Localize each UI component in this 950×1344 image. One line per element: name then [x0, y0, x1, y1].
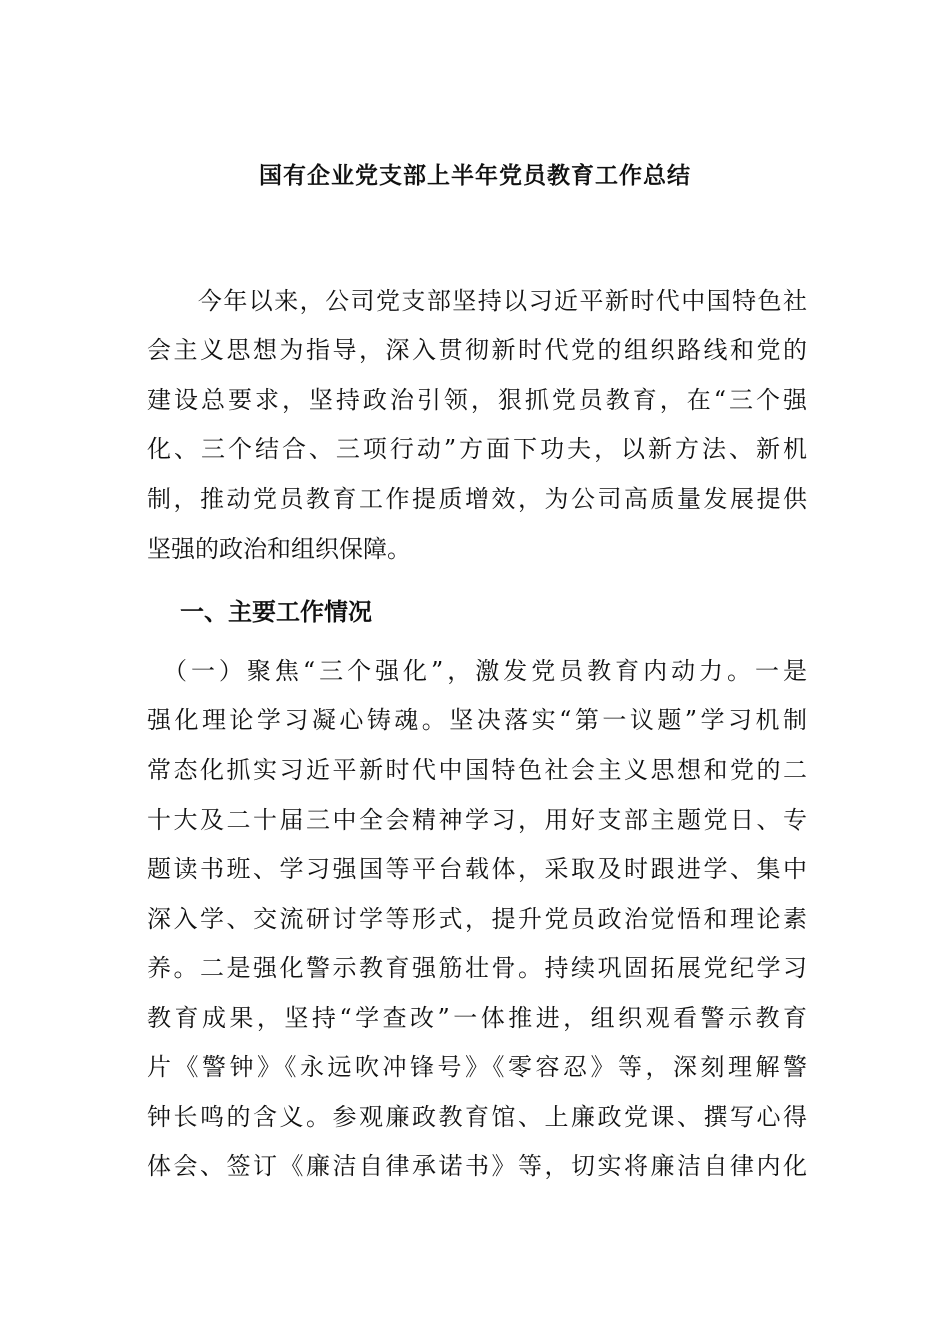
section-heading: 一、主要工作情况 — [180, 598, 372, 626]
document-title: 国有企业党支部上半年党员教育工作总结 — [259, 163, 691, 189]
body-line: 片《警钟》《永远吹冲锋号》《零容忍》等，深刻理解警 — [147, 1053, 807, 1081]
intro-line: 建设总要求，坚持政治引领，狠抓党员教育，在“三个强 — [147, 386, 807, 414]
intro-line: 会主义思想为指导，深入贯彻新时代党的组织路线和党的 — [147, 336, 807, 364]
intro-line: 坚强的政治和组织保障。 — [147, 535, 411, 563]
body-line: 十大及二十届三中全会精神学习，用好支部主题党日、专 — [147, 806, 807, 834]
intro-line: 制，推动党员教育工作提质增效，为公司高质量发展提供 — [147, 485, 807, 513]
intro-line: 今年以来，公司党支部坚持以习近平新时代中国特色社 — [147, 287, 807, 315]
body-line: 钟长鸣的含义。参观廉政教育馆、上廉政党课、撰写心得 — [147, 1103, 807, 1131]
body-line: （一）聚焦“三个强化”，激发党员教育内动力。一是 — [147, 657, 807, 685]
body-line: 题读书班、学习强国等平台载体，采取及时跟进学、集中 — [147, 855, 807, 883]
body-line: 强化理论学习凝心铸魂。坚决落实“第一议题”学习机制 — [147, 706, 807, 734]
body-line: 养。二是强化警示教育强筋壮骨。持续巩固拓展党纪学习 — [147, 954, 807, 982]
body-line: 教育成果，坚持“学查改”一体推进，组织观看警示教育 — [147, 1004, 807, 1032]
body-line: 常态化抓实习近平新时代中国特色社会主义思想和党的二 — [147, 756, 807, 784]
body-line: 体会、签订《廉洁自律承诺书》等，切实将廉洁自律内化 — [147, 1152, 807, 1180]
body-line: 深入学、交流研讨学等形式，提升党员政治觉悟和理论素 — [147, 905, 807, 933]
intro-line: 化、三个结合、三项行动”方面下功夫，以新方法、新机 — [147, 435, 807, 463]
